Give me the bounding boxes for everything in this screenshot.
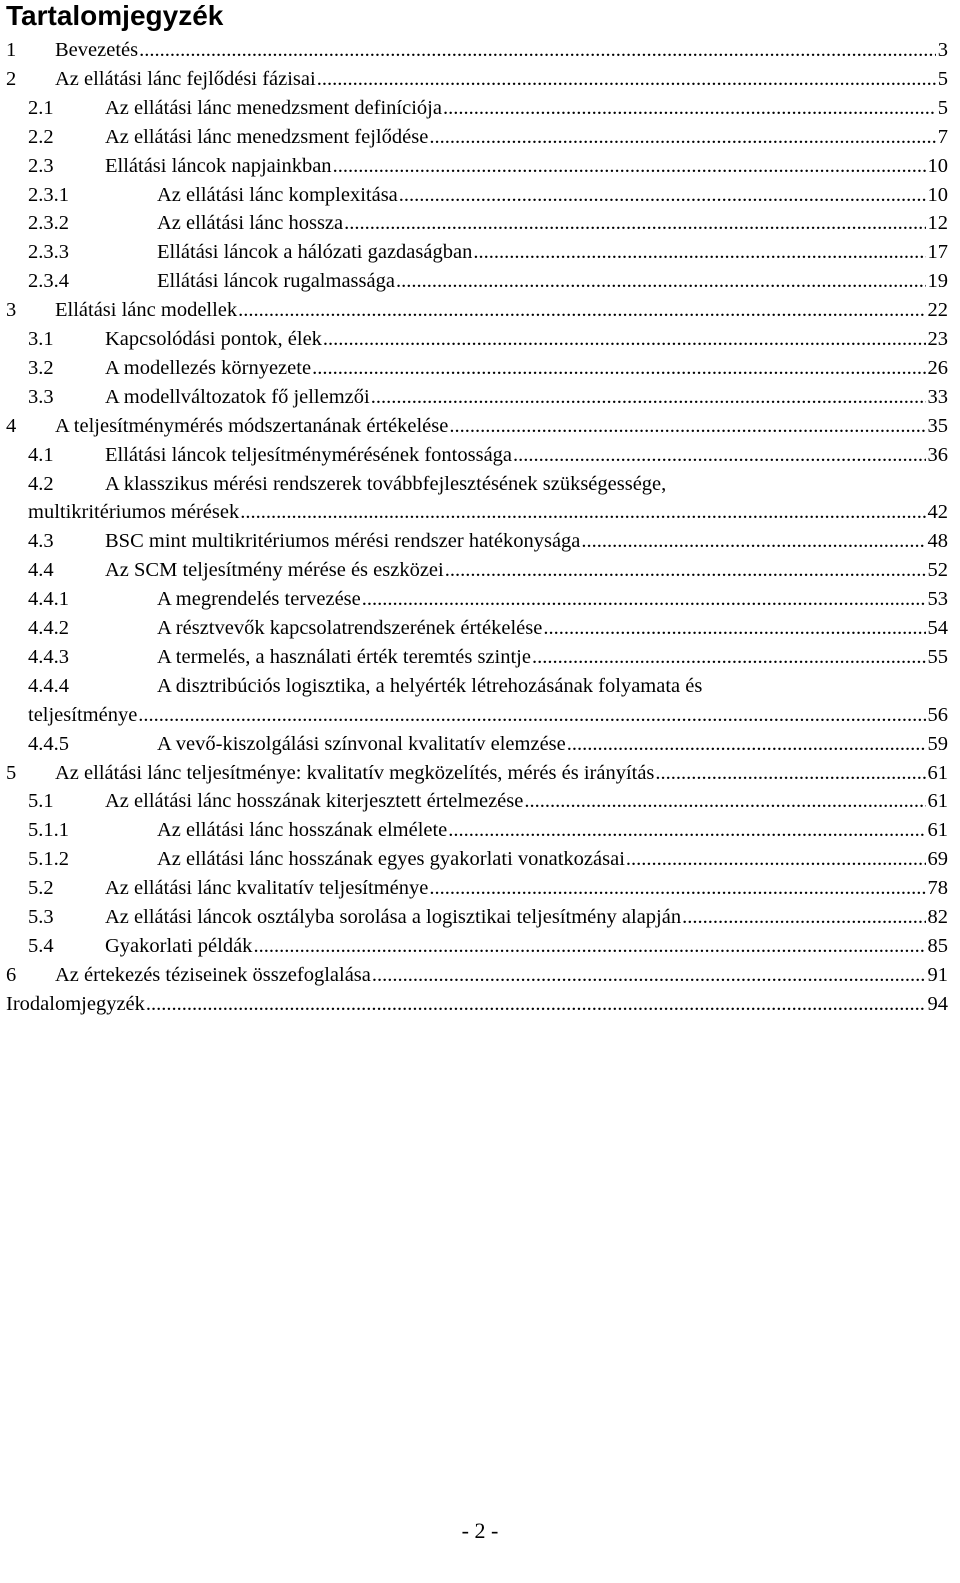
- toc-entry-number: 4.4.5: [28, 732, 69, 755]
- dot-leader: [312, 354, 925, 382]
- toc-entry-number: 4.4: [28, 559, 54, 582]
- dot-leader: [443, 94, 936, 122]
- toc-entry-title: Az ellátási lánc hossza: [157, 212, 344, 235]
- toc-entry-title: A termelés, a használati érték teremtés szintje: [157, 645, 531, 668]
- dot-leader: [429, 874, 925, 902]
- dot-leader: [581, 527, 925, 555]
- toc-entry-number: 4.3: [28, 530, 54, 553]
- toc-entry-page: 42: [927, 501, 948, 524]
- toc-entry-page: 19: [927, 270, 948, 293]
- toc-entry-number: 6: [6, 963, 17, 986]
- toc-entry-number: 2.1: [28, 96, 54, 119]
- toc-entry-title: Irodalomjegyzék: [6, 992, 145, 1015]
- toc-entry-title: Ellátási láncok teljesítménymérésének fontossága: [105, 443, 513, 466]
- toc-entry-page: 94: [927, 992, 948, 1015]
- toc-entry-number: 2.2: [28, 125, 54, 148]
- toc-entry-title: teljesítménye: [28, 703, 138, 726]
- toc-entry-number: 5.4: [28, 934, 54, 957]
- toc-entry-title: A modellváltozatok fő jellemzői: [105, 385, 370, 408]
- toc-entry-number: 4.4.4: [28, 674, 69, 697]
- toc-entry-page: 22: [927, 299, 948, 322]
- toc-entry-title: Ellátási lánc modellek: [55, 299, 238, 322]
- toc-entry-number: 4.4.1: [28, 588, 69, 611]
- toc-entry-page: 36: [927, 443, 948, 466]
- page-number: - 2 -: [461, 1518, 499, 1543]
- dot-leader: [362, 585, 926, 613]
- dot-leader: [473, 238, 925, 266]
- toc-entry-page: 52: [927, 559, 948, 582]
- dot-leader: [396, 267, 926, 295]
- toc-entry-page: 7: [937, 125, 948, 148]
- toc-entry-title-line1: A klasszikus mérési rendszerek továbbfejlesztésének szükségessége,: [105, 472, 667, 495]
- toc-entry-title: Az ellátási lánc hosszának elmélete: [157, 819, 448, 842]
- dot-leader: [429, 123, 935, 151]
- toc-entry-title: Ellátási láncok rugalmassága: [157, 270, 395, 293]
- toc-entry-page: 59: [927, 732, 948, 755]
- toc-entry-page: 61: [927, 819, 948, 842]
- toc-entry-title: Az ellátási láncok osztályba sorolása a logisztikai teljesítmény alapján: [105, 906, 682, 928]
- toc-entry-number: 2: [6, 67, 17, 90]
- toc-entry-page: 53: [927, 588, 948, 611]
- toc-entry-number: 3: [6, 299, 17, 322]
- dot-leader: [372, 961, 926, 989]
- toc-entry-title: Az ellátási lánc komplexitása: [157, 183, 398, 206]
- toc-entry-number: 2.3.2: [28, 212, 69, 235]
- toc-entry-title: Ellátási láncok a hálózati gazdaságban: [157, 241, 473, 264]
- toc-entry-title: BSC mint multikritériumos mérési rendszer hatékonysága: [105, 530, 581, 553]
- toc-entry-number: 3.2: [28, 356, 54, 379]
- toc-entry-title: Az SCM teljesítmény mérése és eszközei: [105, 559, 444, 582]
- dot-leader: [323, 325, 926, 353]
- toc-entry-title: Ellátási láncok napjainkban: [105, 154, 332, 177]
- toc-entry-title: Az ellátási lánc menedzsment fejlődése: [105, 125, 429, 148]
- toc-entry-title: Az ellátási lánc teljesítménye: kvalitatív megközelítés, mérés és irányítás: [55, 761, 655, 784]
- dot-leader: [513, 441, 925, 469]
- toc-entry-title: A megrendelés tervezése: [157, 588, 361, 611]
- dot-leader: [344, 209, 925, 237]
- toc-entry-title: Az ellátási lánc hosszának egyes gyakorlati vonatkozásai: [157, 848, 625, 871]
- toc-entry-number: 5.3: [28, 906, 54, 928]
- toc-entry-number: 5.1: [28, 790, 54, 813]
- toc-entry-page: 56: [927, 703, 948, 726]
- dot-leader: [449, 412, 925, 440]
- dot-leader: [253, 932, 925, 960]
- toc-entry-page: 5: [937, 96, 948, 119]
- dot-leader: [138, 701, 925, 729]
- dot-leader: [238, 296, 925, 324]
- toc-entry-title: Kapcsolódási pontok, élek: [105, 328, 322, 350]
- toc-entry-page: 17: [927, 241, 948, 264]
- toc-entry-number: 4.4.3: [28, 645, 69, 668]
- toc-entry-number: 2.3.1: [28, 183, 69, 206]
- toc-entry-page: 10: [927, 183, 948, 206]
- toc-entry-number: 4.4.2: [28, 617, 69, 639]
- toc-entry-title: A modellezés környezete: [105, 356, 312, 379]
- toc-entry-page: 12: [927, 212, 948, 235]
- dot-leader: [317, 65, 936, 93]
- toc-entry-number: 3.3: [28, 385, 54, 408]
- toc-entry-page: 82: [927, 906, 948, 928]
- toc-entry-title: Az ellátási lánc kvalitatív teljesítménye: [105, 877, 429, 900]
- toc-entry-page: 78: [927, 877, 948, 900]
- toc-entry-title-line1: A disztribúciós logisztika, a helyérték létrehozásának folyamata és: [157, 674, 703, 697]
- toc-entry-title: A teljesítménymérés módszertanának értékelése: [55, 414, 449, 437]
- toc-entry-page: 10: [927, 154, 948, 177]
- toc-entry-number: 5.1.1: [28, 819, 69, 842]
- dot-leader: [240, 498, 925, 526]
- dot-leader: [399, 181, 926, 209]
- toc-entry-number: 4.2: [28, 472, 54, 495]
- toc-entry-page: 69: [927, 848, 948, 871]
- toc-entry-page: 54: [927, 617, 948, 639]
- dot-leader: [445, 556, 926, 584]
- dot-leader: [567, 730, 926, 758]
- toc-entry-number: 3.1: [28, 328, 54, 350]
- page-title: Tartalomjegyzék: [6, 0, 224, 31]
- dot-leader: [139, 36, 936, 64]
- toc-entry-page: 55: [927, 645, 948, 668]
- toc-entry-page: 61: [927, 790, 948, 813]
- toc-entry-title: A vevő-kiszolgálási színvonal kvalitatív elemzése: [157, 732, 566, 755]
- toc-entry-title: multikritériumos mérések: [28, 501, 240, 524]
- toc-entry-number: 5.1.2: [28, 848, 69, 871]
- toc-entry-page: 91: [927, 963, 948, 986]
- toc-entry-number: 2.3.4: [28, 270, 69, 293]
- dot-leader: [682, 903, 925, 931]
- toc-entry-title: Az ellátási lánc hosszának kiterjesztett értelmezése: [105, 790, 524, 813]
- toc-entry-title: Gyakorlati példák: [105, 934, 253, 957]
- toc-entry-title: Az ellátási lánc menedzsment definíciója: [105, 96, 442, 119]
- toc-entry-number: 1: [6, 39, 17, 61]
- toc-entry-number: 5.2: [28, 877, 54, 900]
- toc-entry-number: 4.1: [28, 443, 54, 466]
- toc-entry-number: 2.3: [28, 154, 54, 177]
- dot-leader: [524, 787, 925, 815]
- toc-entry-title: Bevezetés: [55, 39, 139, 61]
- dot-leader: [448, 816, 925, 844]
- toc-entry-title: Az ellátási lánc fejlődési fázisai: [55, 67, 316, 90]
- dot-leader: [532, 643, 926, 671]
- toc-entry-page: 23: [927, 328, 948, 350]
- toc-entry-title: Az értekezés téziseinek összefoglalása: [55, 963, 371, 986]
- dot-leader: [371, 383, 926, 411]
- dot-leader: [146, 990, 926, 1018]
- dot-leader: [543, 614, 925, 642]
- toc-entry-page: 5: [937, 67, 948, 90]
- toc-entry-title: A résztvevők kapcsolatrendszerének értékelése: [157, 617, 543, 639]
- dot-leader: [655, 759, 925, 787]
- toc-entry-page: 85: [927, 934, 948, 957]
- toc-entry-page: 35: [927, 414, 948, 437]
- toc-entry-page: 48: [927, 530, 948, 553]
- toc-entry-number: 4: [6, 414, 17, 437]
- toc-entry-page: 33: [927, 385, 948, 408]
- toc-entry-page: 26: [927, 356, 948, 379]
- dot-leader: [626, 845, 926, 873]
- toc-entry-number: 2.3.3: [28, 241, 69, 264]
- dot-leader: [333, 152, 926, 180]
- toc-entry-page: 61: [927, 761, 948, 784]
- toc-entry-number: 5: [6, 761, 17, 784]
- toc-entry-page: 3: [937, 39, 948, 61]
